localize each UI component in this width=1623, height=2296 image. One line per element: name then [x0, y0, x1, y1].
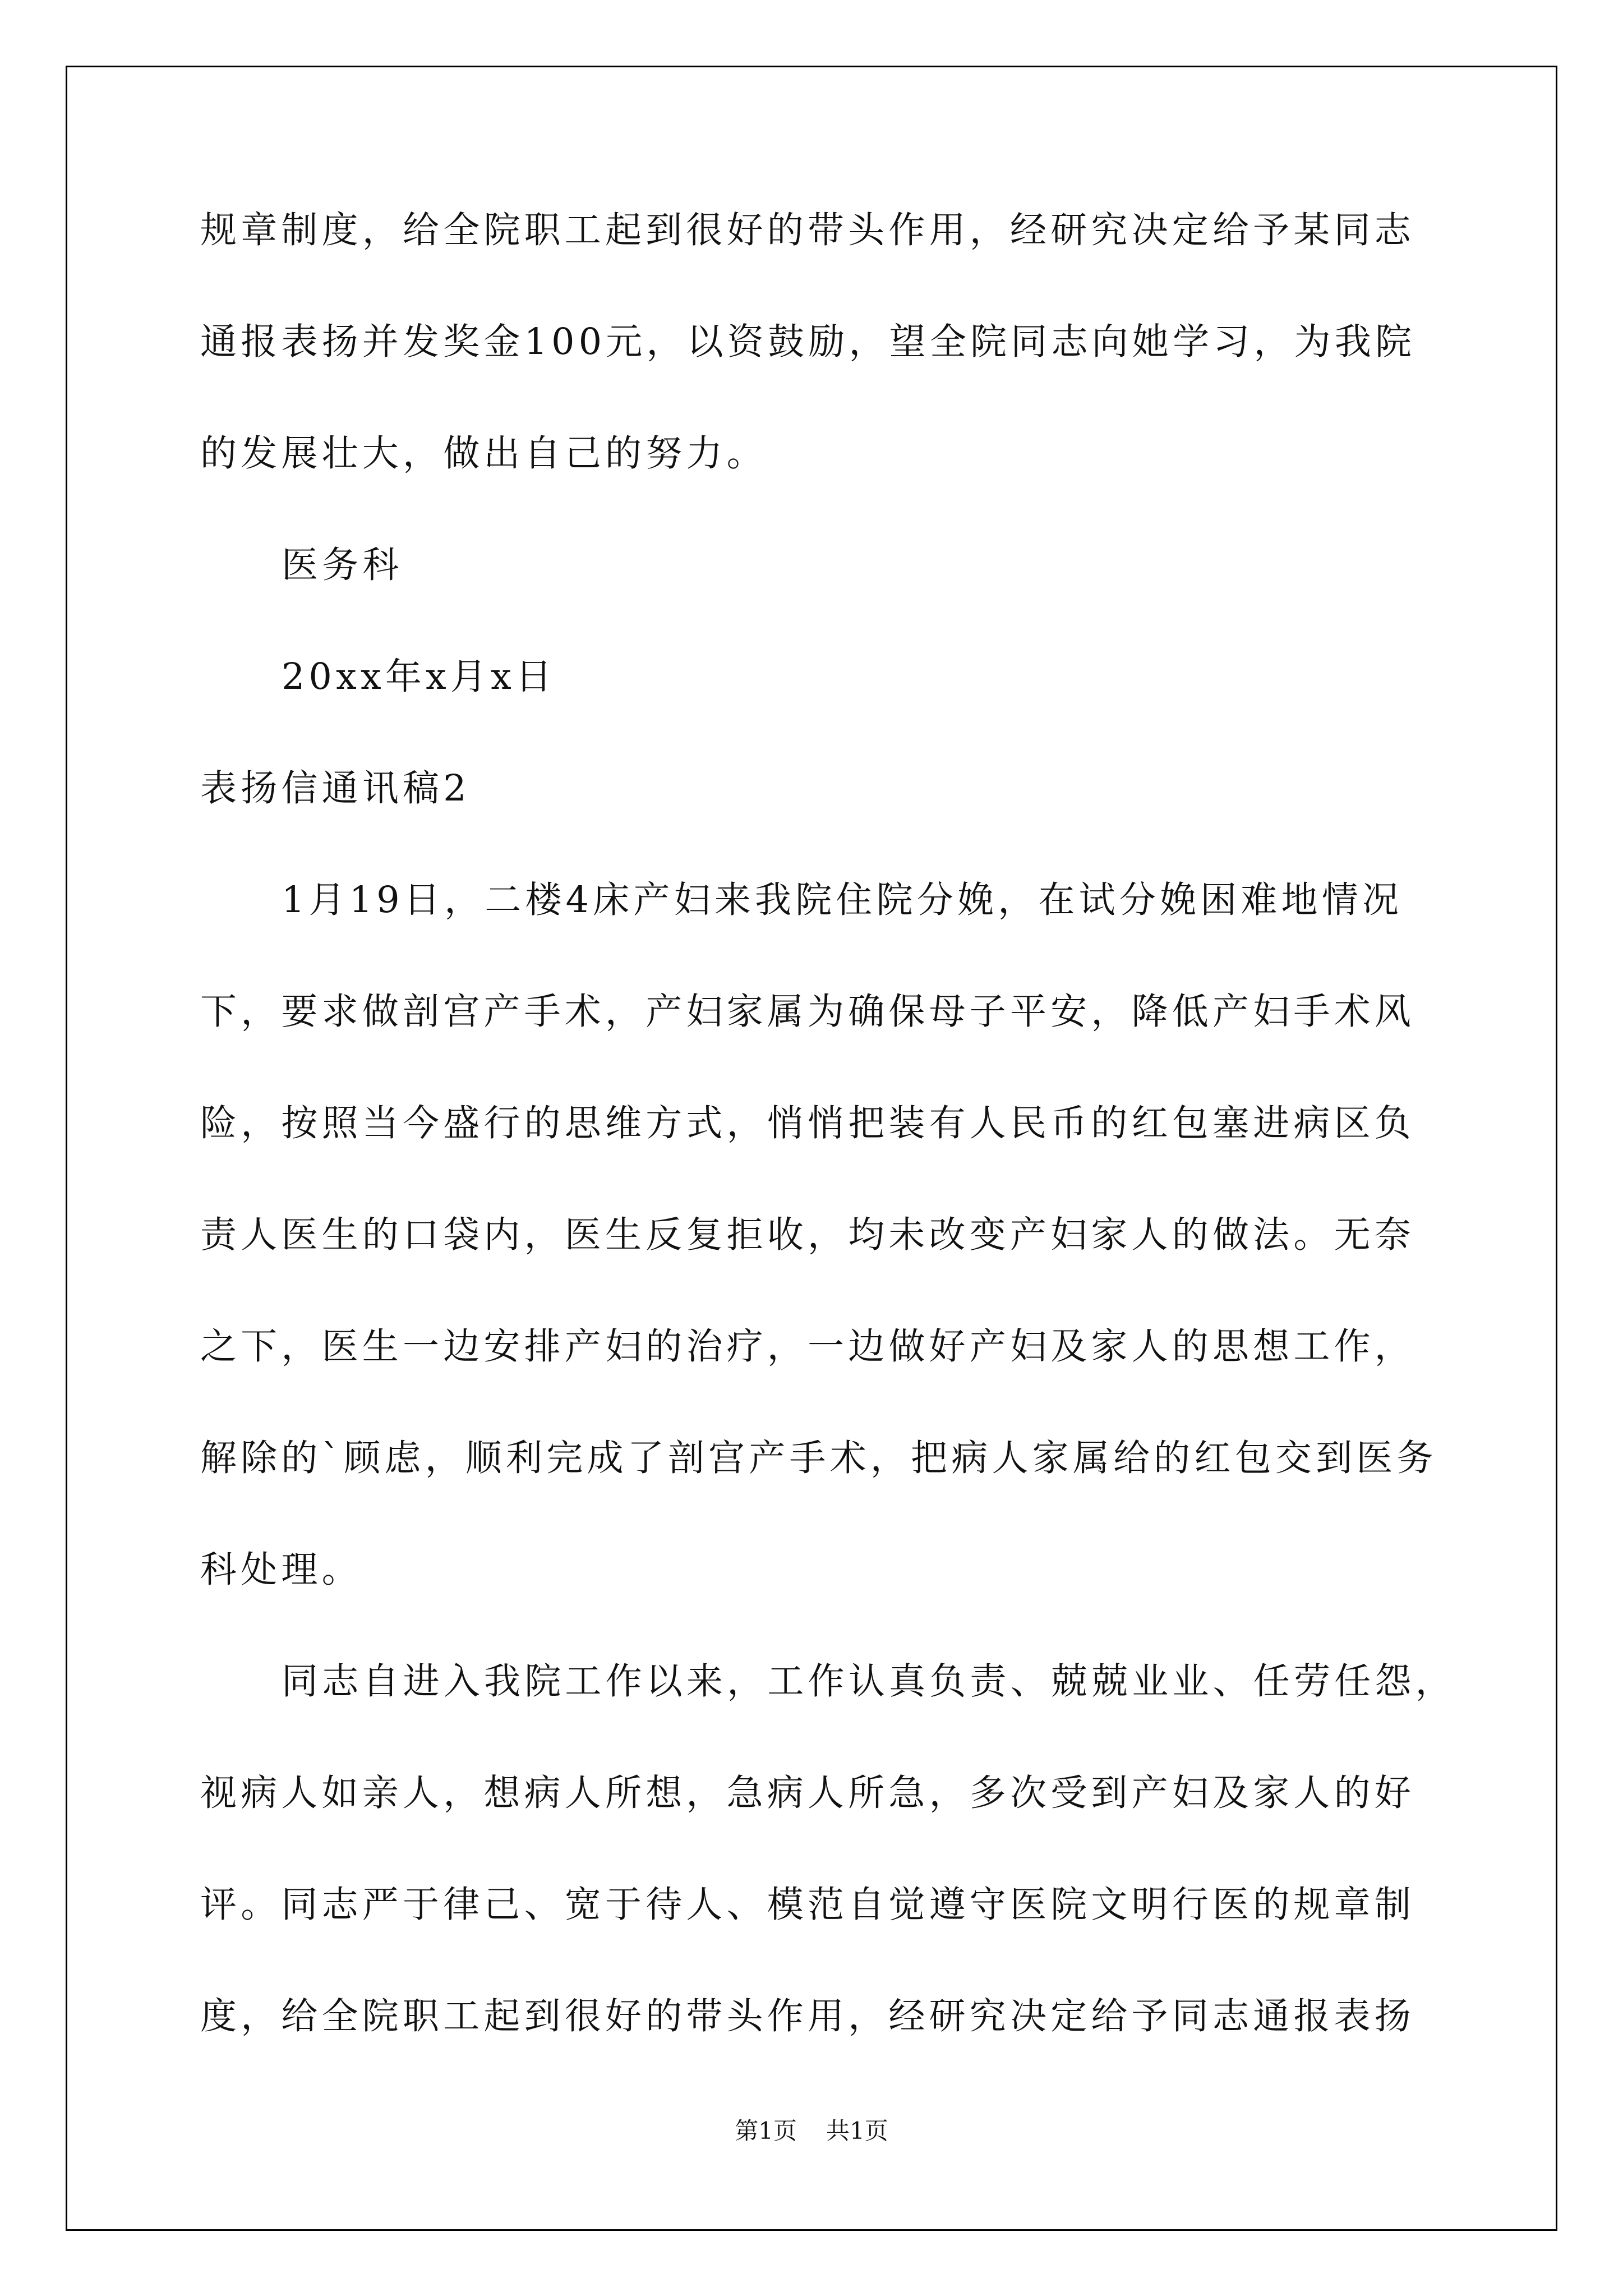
body-line: 的发展壮大，做出自己的努力。: [200, 432, 767, 475]
body-line: 同志自进入我院工作以来，工作认真负责、兢兢业业、任劳任怨，: [282, 1660, 1456, 1703]
body-line: 1月19日，二楼4床产妇来我院住院分娩，在试分娩困难地情况: [282, 879, 1403, 921]
body-line: 度，给全院职工起到很好的带头作用，经研究决定给予同志通报表扬: [200, 1995, 1415, 2037]
signature-date: 20xx年x月x日: [282, 656, 556, 698]
body-line: 规章制度，给全院职工起到很好的带头作用，经研究决定给予某同志: [200, 209, 1415, 251]
signature-department: 医务科: [282, 544, 403, 586]
page-number-total: 共1页: [826, 2117, 888, 2145]
body-line: 之下，医生一边安排产妇的治疗，一边做好产妇及家人的思想工作，: [200, 1326, 1415, 1368]
body-line: 科处理。: [200, 1549, 362, 1591]
body-line: 险，按照当今盛行的思维方式，悄悄把装有人民币的红包塞进病区负: [200, 1102, 1415, 1144]
body-line: 责人医生的口袋内，医生反复拒收，均未改变产妇家人的做法。无奈: [200, 1214, 1415, 1256]
page-footer: [0, 2119, 1623, 2143]
body-line: 评。同志严于律己、宽于待人、模范自觉遵守医院文明行医的规章制: [200, 1884, 1415, 1926]
body-line: 下，要求做剖宫产手术，产妇家属为确保母子平安，降低产妇手术风: [200, 991, 1415, 1033]
body-line: 视病人如亲人，想病人所想，急病人所急，多次受到产妇及家人的好: [200, 1772, 1415, 1814]
body-line: 通报表扬并发奖金100元，以资鼓励，望全院同志向她学习，为我院: [200, 321, 1416, 363]
body-line: 解除的`顾虑，顺利完成了剖宫产手术，把病人家属给的红包交到医务: [200, 1437, 1437, 1479]
page-number-current: 第1页: [735, 2117, 797, 2145]
section-heading: 表扬信通讯稿2: [200, 767, 471, 809]
